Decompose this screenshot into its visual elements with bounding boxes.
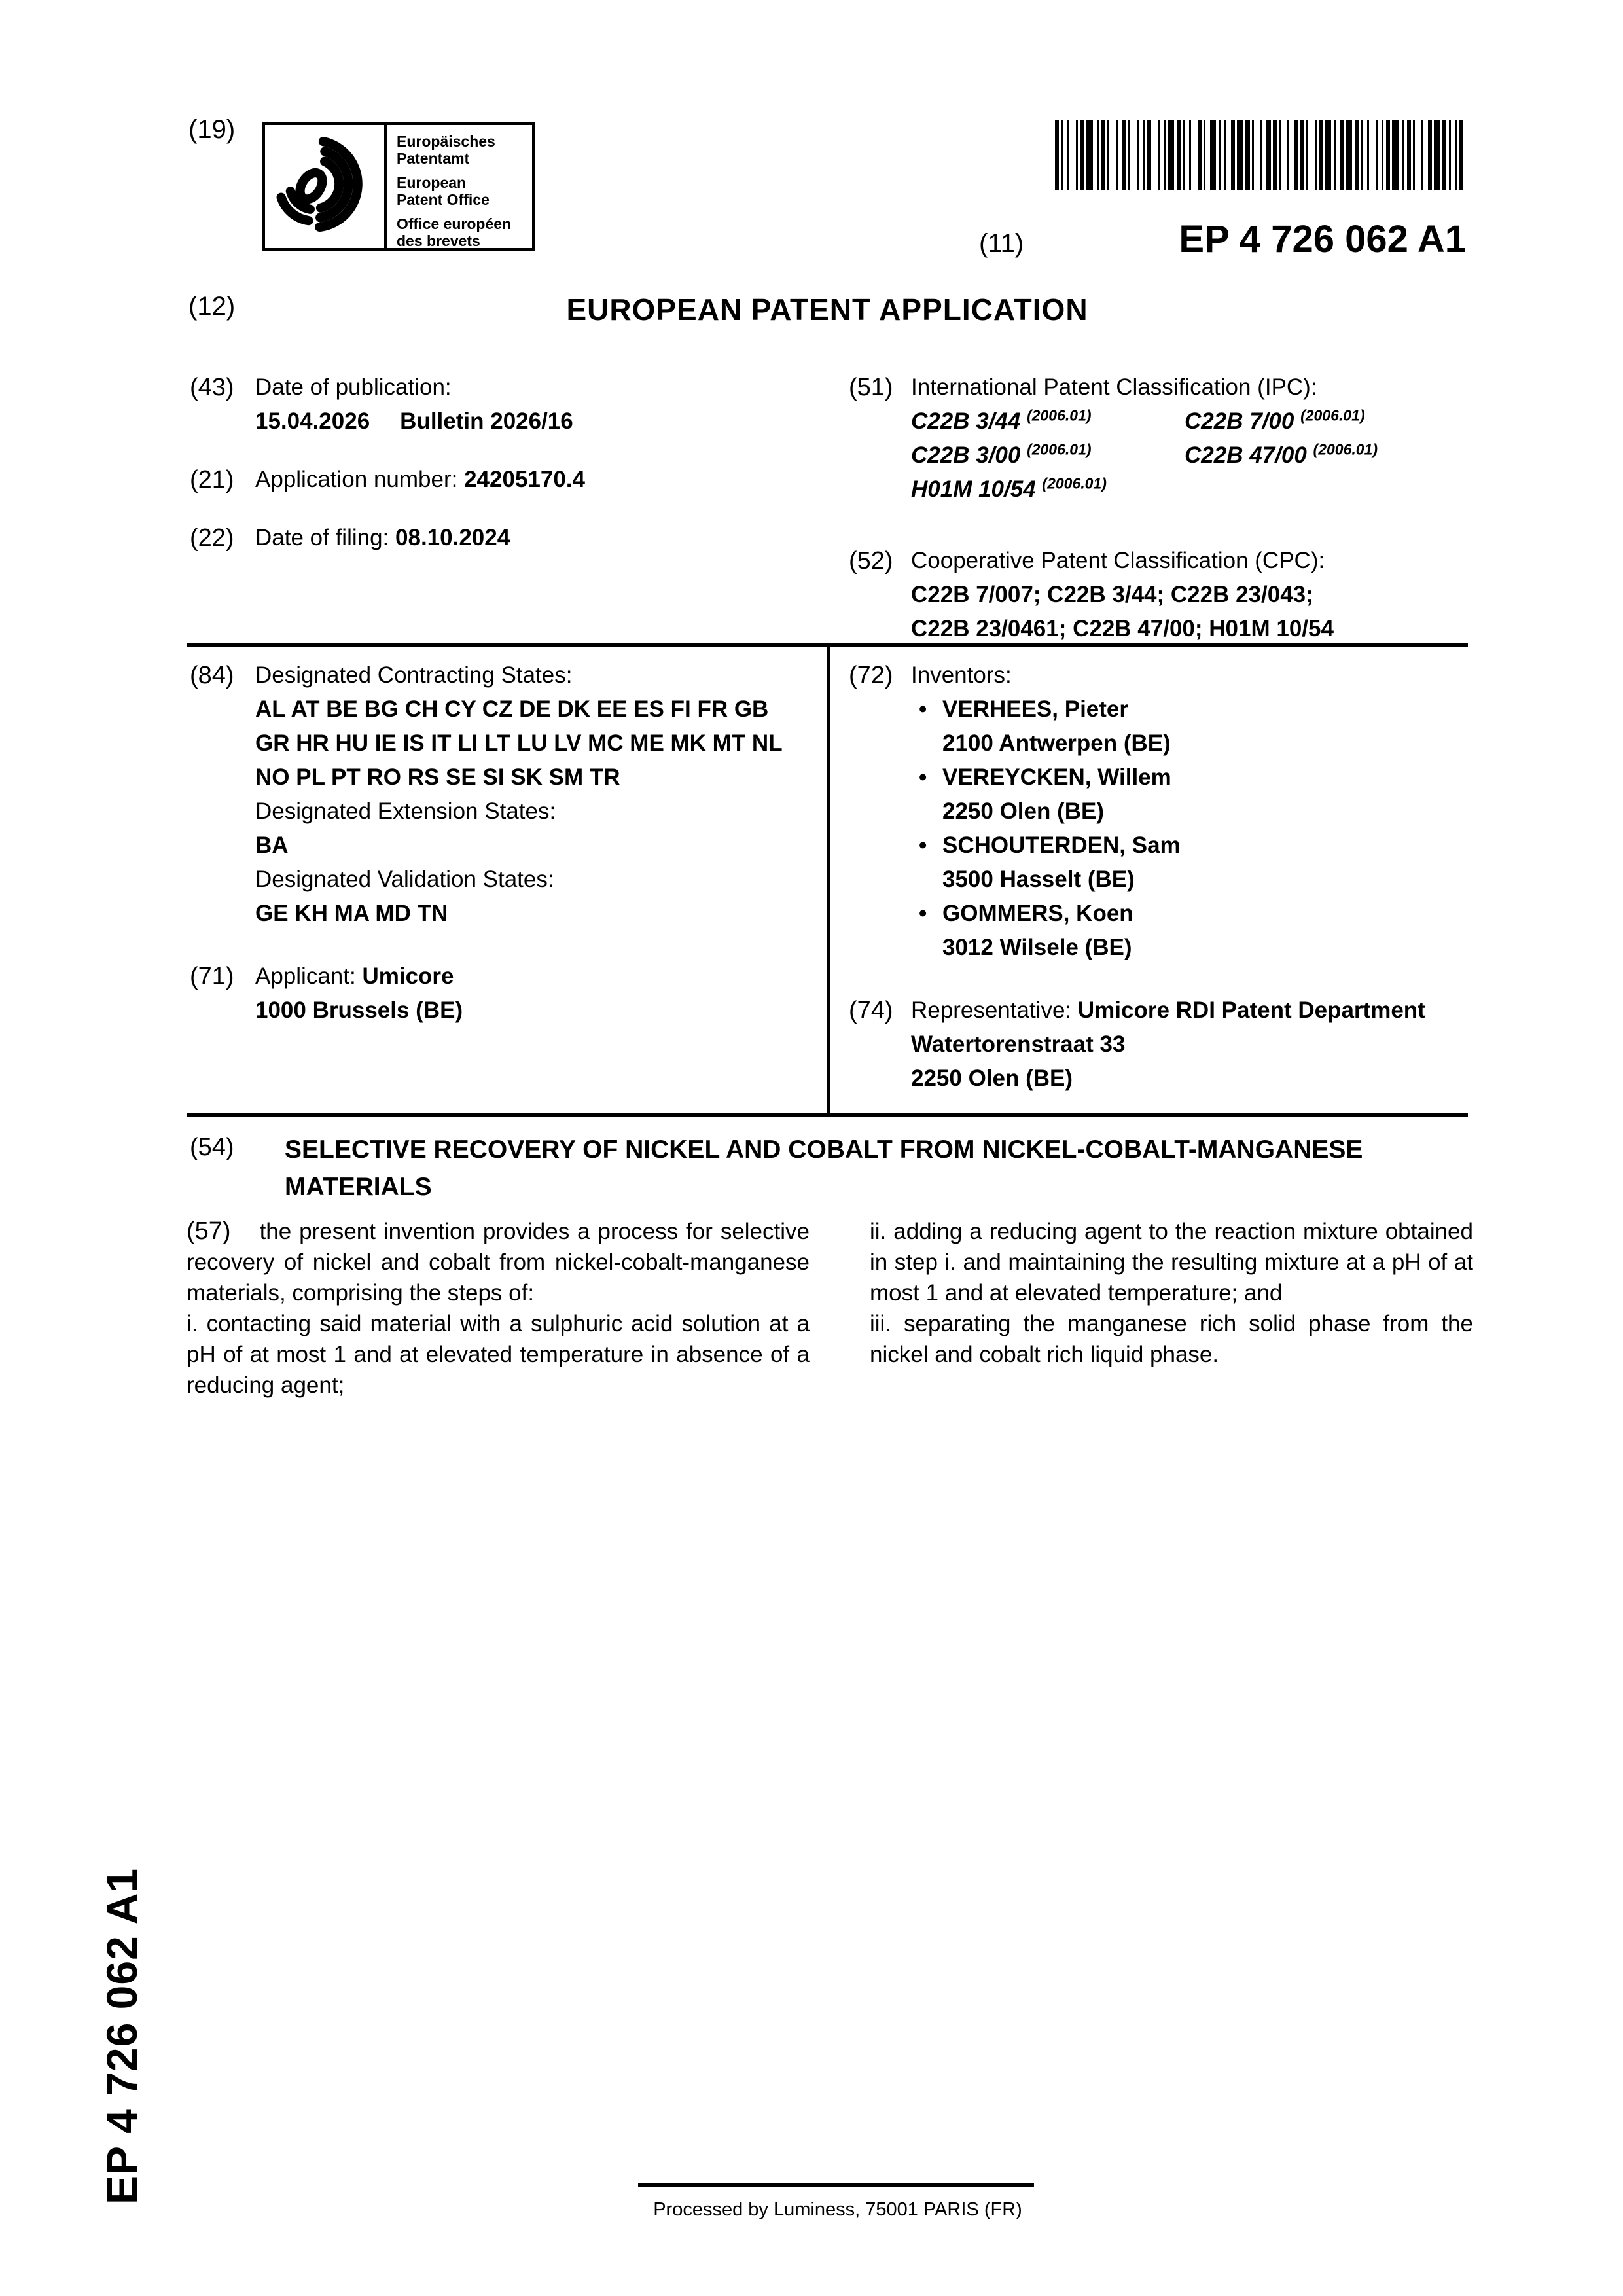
inid-22: (22) [190, 524, 234, 552]
inid-52: (52) [849, 547, 893, 575]
inventor-address: 3500 Hasselt (BE) [942, 867, 1135, 892]
cpc-line-2: C22B 23/0461; C22B 47/00; H01M 10/54 [911, 616, 1334, 641]
filing-date-label: Date of filing: [255, 525, 389, 550]
extension-states: BA [255, 833, 289, 858]
inid-72: (72) [849, 662, 893, 689]
bullet-icon: • [919, 901, 927, 926]
field-51 [849, 370, 1477, 507]
inventor-name: VERHEES, Pieter [942, 696, 1128, 722]
ipc-code: C22B 3/00 [911, 442, 1021, 468]
contracting-states-line: NO PL PT RO RS SE SI SK SM TR [255, 764, 620, 790]
footer-rule [638, 2183, 1034, 2187]
field-52 [849, 544, 1477, 646]
designations-column [190, 658, 821, 1028]
ipc-code: H01M 10/54 [911, 476, 1036, 502]
epo-spiral-icon [273, 132, 376, 242]
ipc-version: (2006.01) [1042, 475, 1107, 492]
barcode [1055, 120, 1465, 190]
office-name-fr: Office européen des brevets [397, 215, 512, 249]
inid-54: (54) [190, 1134, 234, 1161]
abstract-column-right [870, 1216, 1473, 1370]
bulletin: Bulletin 2026/16 [400, 408, 573, 434]
field-43 [190, 370, 844, 439]
contracting-states-line: GR HR HU IE IS IT LI LT LU LV MC ME MK MT NL [255, 730, 783, 756]
inventor-name: GOMMERS, Koen [942, 901, 1133, 926]
bullet-icon: • [919, 833, 927, 858]
inventor-item [911, 897, 1471, 965]
epo-logo-box [262, 122, 535, 251]
footer-processing-note: Processed by Luminess, 75001 PARIS (FR) [653, 2199, 1022, 2220]
inventor-item [911, 692, 1471, 761]
ipc-code: C22B 3/44 [911, 408, 1021, 434]
contracting-states-label: Designated Contracting States: [255, 662, 573, 688]
ipc-code: C22B 7/00 [1185, 408, 1294, 434]
contracting-states-line: AL AT BE BG CH CY CZ DE DK EE ES FI FR GB [255, 696, 769, 722]
representative-city: 2250 Olen (BE) [911, 1066, 1073, 1091]
field-84 [190, 658, 821, 931]
applicant-address: 1000 Brussels (BE) [255, 997, 463, 1023]
abstract-step-ii: ii. adding a reducing agent to the reaction mixture obtained in step i. and maintaining the resulting mixture at a pH of at most 1 and at elevated temperature; and [870, 1219, 1473, 1306]
ipc-version: (2006.01) [1313, 440, 1378, 458]
epo-logo [265, 125, 387, 248]
right-biblio-column [849, 370, 1477, 646]
horizontal-rule-bottom [187, 1113, 1468, 1117]
office-name-en: European Patent Office [397, 174, 490, 208]
application-number-label: Application number: [255, 467, 458, 492]
inid-19: (19) [188, 115, 236, 144]
inid-51: (51) [849, 374, 893, 401]
inventor-item [911, 829, 1471, 897]
field-22 [190, 521, 844, 555]
ipc-row-1 [911, 404, 1477, 439]
publication-number: EP 4 726 062 A1 [1179, 218, 1466, 260]
column-divider [827, 643, 830, 1117]
inid-84: (84) [190, 662, 234, 689]
field-54 [190, 1131, 1469, 1206]
ipc-version: (2006.01) [1027, 440, 1092, 458]
inid-57: (57) [187, 1217, 231, 1245]
inid-74: (74) [849, 997, 893, 1024]
bullet-icon: • [919, 764, 927, 790]
inventor-address: 3012 Wilsele (BE) [942, 935, 1132, 960]
field-21 [190, 463, 844, 497]
applicant-label: Applicant: [255, 963, 356, 989]
inventor-name: VEREYCKEN, Willem [942, 764, 1171, 790]
document-type-heading: EUROPEAN PATENT APPLICATION [566, 293, 1088, 327]
ipc-row-3 [911, 473, 1477, 507]
validation-states: GE KH MA MD TN [255, 901, 448, 926]
parties-column [849, 658, 1471, 1096]
inventor-address: 2100 Antwerpen (BE) [942, 730, 1171, 756]
invention-title: SELECTIVE RECOVERY OF NICKEL AND COBALT FROM NICKEL-COBALT-MANGANESE MATERIALS [285, 1136, 1363, 1201]
abstract-step-iii: iii. separating the manganese rich solid phase from the nickel and cobalt rich liquid phase. [870, 1311, 1473, 1367]
bullet-icon: • [919, 696, 927, 722]
representative-name: Umicore RDI Patent Department [1077, 997, 1425, 1023]
field-72 [849, 658, 1471, 965]
abstract-column-left [187, 1216, 810, 1401]
left-biblio-column [190, 370, 844, 555]
ipc-label: International Patent Classification (IPC): [911, 374, 1317, 400]
extension-states-label: Designated Extension States: [255, 798, 556, 824]
field-74 [849, 994, 1471, 1096]
application-number: 24205170.4 [464, 467, 585, 492]
abstract-step-i: i. contacting said material with a sulphuric acid solution at a pH of at most 1 and at elevated temperature in absence of a reducing agent; [187, 1311, 810, 1398]
validation-states-label: Designated Validation States: [255, 867, 554, 892]
cpc-line-1: C22B 7/007; C22B 3/44; C22B 23/043; [911, 582, 1313, 607]
sidebar-publication-number: EP 4 726 062 A1 [98, 1867, 146, 2204]
inventor-address: 2250 Olen (BE) [942, 798, 1105, 824]
representative-street: Watertorenstraat 33 [911, 1031, 1126, 1057]
representative-label: Representative: [911, 997, 1072, 1023]
applicant-name: Umicore [362, 963, 454, 989]
ipc-row-2 [911, 439, 1477, 473]
ipc-code: C22B 47/00 [1185, 442, 1307, 468]
inventor-item [911, 761, 1471, 829]
office-name-de: Europäisches Patentamt [397, 133, 495, 167]
inid-21: (21) [190, 466, 234, 493]
inventor-name: SCHOUTERDEN, Sam [942, 833, 1181, 858]
ipc-version: (2006.01) [1027, 406, 1092, 424]
ipc-version: (2006.01) [1300, 406, 1365, 424]
inventors-label: Inventors: [911, 662, 1012, 688]
abstract-intro: the present invention provides a process for selective recovery of nickel and cobalt from nickel-cobalt-manganese materials, comprising the steps of: [187, 1219, 810, 1306]
publication-date-label: Date of publication: [255, 374, 452, 400]
publication-date: 15.04.2026 [255, 408, 370, 434]
field-71 [190, 960, 821, 1028]
inid-11: (11) [979, 229, 1024, 258]
inid-71: (71) [190, 963, 234, 990]
inid-43: (43) [190, 374, 234, 401]
inid-12: (12) [188, 292, 236, 321]
cpc-label: Cooperative Patent Classification (CPC): [911, 548, 1325, 573]
epo-office-names [387, 125, 532, 248]
filing-date: 08.10.2024 [395, 525, 510, 550]
abstract-paragraph [187, 1216, 810, 1308]
